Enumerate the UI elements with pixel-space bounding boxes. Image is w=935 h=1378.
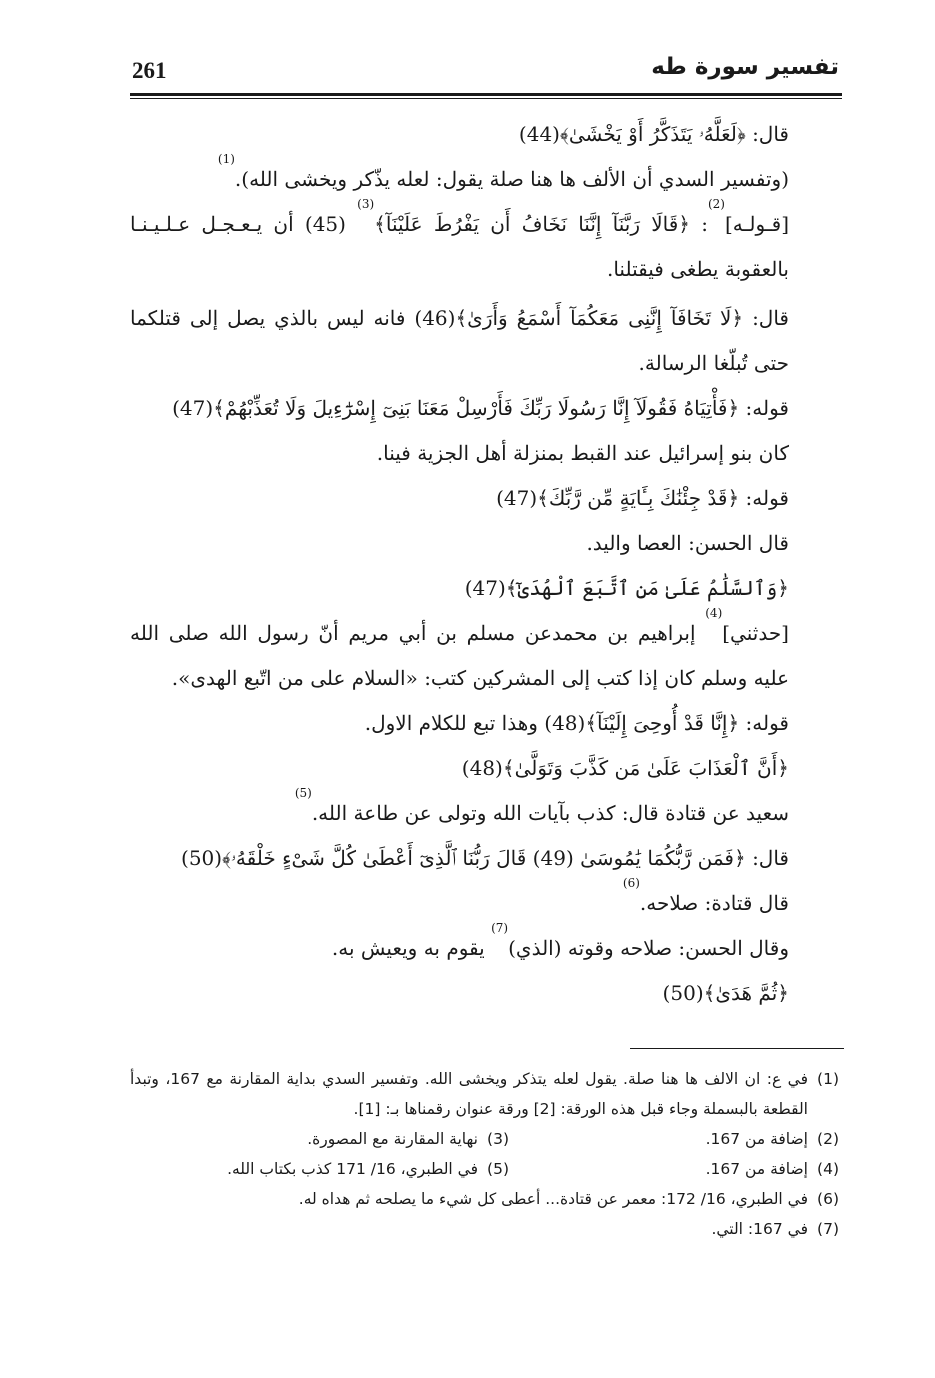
footnote-row <box>130 1154 848 1184</box>
paragraph-text: قوله: ﴿قَدْ جِئْنَٰكَ بِـَٔايَةٍ مِّن رَّبِّكَ﴾(47) <box>496 486 789 510</box>
paragraph-text: قوله: ﴿فَأْتِيَاهُ فَقُولَآ إِنَّا رَسُولَا رَبِّكَ فَأَرْسِلْ مَعَنَا بَنِىٓ إِسْرَٰٓءِيلَ وَلَا تُعَذِّبْهُمْ﴾(47) <box>172 396 789 420</box>
paragraph-text: إبراهيم بن محمدعن مسلم بن أبي مريم أنّ رسول الله صلى الله عليه وسلم كان إذا كتب إلى المشركين كتب: «السلام على من اتّبع الهدى». <box>130 621 789 690</box>
paragraph-text: يقوم به ويعيش به. <box>331 936 492 960</box>
footnote-ref: (7) <box>491 921 509 935</box>
footnote-text: في ع: ان الالف ها هنا صلة. يقول لعله يتذكر ويخشى الله. وتفسير السدي بداية المقارنة مع 167، وتبدأ القطعة بالبسملة وجاء قبل هذه الورقة: [2] ورقة عنوان رقمناها بـ: [1]. <box>130 1070 808 1118</box>
paragraph <box>130 197 844 292</box>
paragraph-text: قال: ﴿لَعَلَّهُۥ يَتَذَكَّرُ أَوْ يَخْشَىٰ﴾(44) <box>518 122 789 146</box>
paragraph <box>130 876 844 926</box>
paragraph <box>130 112 844 157</box>
header-rule <box>130 93 842 96</box>
paragraph <box>130 836 844 881</box>
footnote-text: إضافة من 167. <box>705 1160 808 1178</box>
paragraph-text: ﴿أَنَّ ٱلْعَذَابَ عَلَىٰ مَن كَذَّبَ وَتَوَلَّىٰ﴾(48) <box>461 756 789 780</box>
paragraph-text: قال: ﴿فَمَن رَّبُّكُمَا يَٰمُوسَىٰ (49) قَالَ رَبُّنَا ٱلَّذِىٓ أَعْطَىٰ كُلَّ شَىْءٍ خَلْقَهُۥ﴾(50) <box>181 846 789 870</box>
header-rule-thin <box>130 98 842 99</box>
paragraph-text: ﴿ثُمَّ هَدَىٰ﴾(50) <box>662 981 789 1005</box>
paragraph <box>130 476 844 521</box>
running-title: تفسير سورة طه <box>651 54 839 80</box>
footnote-text: في الطبري، 16/ 171 كذب بكتاب الله. <box>227 1160 478 1178</box>
paragraph <box>130 746 844 791</box>
footnote-number: (6) <box>817 1190 839 1208</box>
footnote-number: (5) <box>487 1160 509 1178</box>
paragraph <box>130 701 844 746</box>
footnote-ref: (6) <box>622 876 640 890</box>
footnote-text: نهاية المقارنة مع المصورة. <box>307 1130 478 1148</box>
paragraph <box>130 521 844 566</box>
footnote-number: (4) <box>817 1160 839 1178</box>
paragraph-text: قال قتادة: صلاحه. <box>639 891 789 915</box>
footnote-number: (7) <box>817 1220 839 1238</box>
paragraph-text: قوله: ﴿إِنَّا قَدْ أُوحِىَ إِلَيْنَآ﴾(48) وهذا تبع للكلام الاول. <box>364 711 789 735</box>
footnote-item <box>130 1184 848 1214</box>
paragraph <box>130 971 844 1016</box>
footnote-item <box>518 1124 848 1154</box>
paragraph <box>130 152 844 202</box>
footnote-item <box>130 1064 848 1124</box>
paragraph-text: ﴿وَٱلسَّلَٰمُ عَلَىٰ مَنِ ٱتَّبَعَ ٱلْهُدَىٰٓ﴾(47) <box>464 576 789 600</box>
footnote-item <box>227 1154 518 1184</box>
paragraph-text: قال الحسن: العصا واليد. <box>586 531 789 555</box>
footnote-item <box>130 1214 848 1244</box>
footnote-text: في 167: التي. <box>711 1220 808 1238</box>
paragraph-text: [حدثني] <box>722 621 789 645</box>
footnote-ref: (2) <box>707 197 725 211</box>
paragraph <box>130 606 844 701</box>
paragraph <box>130 431 844 476</box>
paragraph <box>130 296 844 386</box>
footnote-item <box>307 1124 518 1154</box>
footnote-number: (1) <box>817 1070 839 1088</box>
paragraph <box>130 786 844 836</box>
footnote-number: (2) <box>817 1130 839 1148</box>
paragraph <box>130 566 844 611</box>
paragraph-text: كان بنو إسرائيل عند القبط بمنزلة أهل الجزية فينا. <box>376 441 789 465</box>
footnote-ref: (1) <box>217 152 235 166</box>
footnote-row <box>130 1124 848 1154</box>
paragraph <box>130 921 844 971</box>
body-text <box>130 112 844 1016</box>
footnote-ref: (3) <box>357 197 375 211</box>
paragraph-text: (وتفسير السدي أن الألف ها هنا صلة يقول: لعله يذّكر ويخشى الله). <box>234 167 789 191</box>
footnote-text: في الطبري، 16/ 172: معمر عن قتادة... أعطى كل شيء ما يصلحه ثم هداه له. <box>298 1190 808 1208</box>
footnotes <box>130 1064 848 1244</box>
footnote-separator <box>630 1048 844 1049</box>
paragraph-text: : ﴿قَالَا رَبَّنَآ إِنَّنَا نَخَافُ أَن يَفْرُطَ عَلَيْنَآ﴾ <box>374 212 708 236</box>
paragraph-text: وقال الحسن: صلاحه وقوته (الذي) <box>508 936 789 960</box>
footnote-text: إضافة من 167. <box>705 1130 808 1148</box>
page-number: 261 <box>132 58 167 83</box>
paragraph <box>130 386 844 431</box>
footnote-ref: (4) <box>705 606 723 620</box>
footnote-item <box>518 1154 848 1184</box>
paragraph-text: قال: ﴿لَا تَخَافَآ إِنَّنِى مَعَكُمَآ أَسْمَعُ وَأَرَىٰ﴾(46) فانه ليس بالذي يصل إلى قتلكما حتى تُبلّغا الرسالة. <box>130 306 789 375</box>
paragraph-text: [قـولـه] <box>724 212 790 236</box>
footnote-number: (3) <box>487 1130 509 1148</box>
footnote-ref: (5) <box>294 786 312 800</box>
paragraph-text: (45) أن يـعـجـل عـلـيـنـا بالعقوبة يطغى فيقتلنا. <box>130 212 789 281</box>
paragraph-text: سعيد عن قتادة قال: كذب بآيات الله وتولى عن طاعة الله. <box>311 801 789 825</box>
